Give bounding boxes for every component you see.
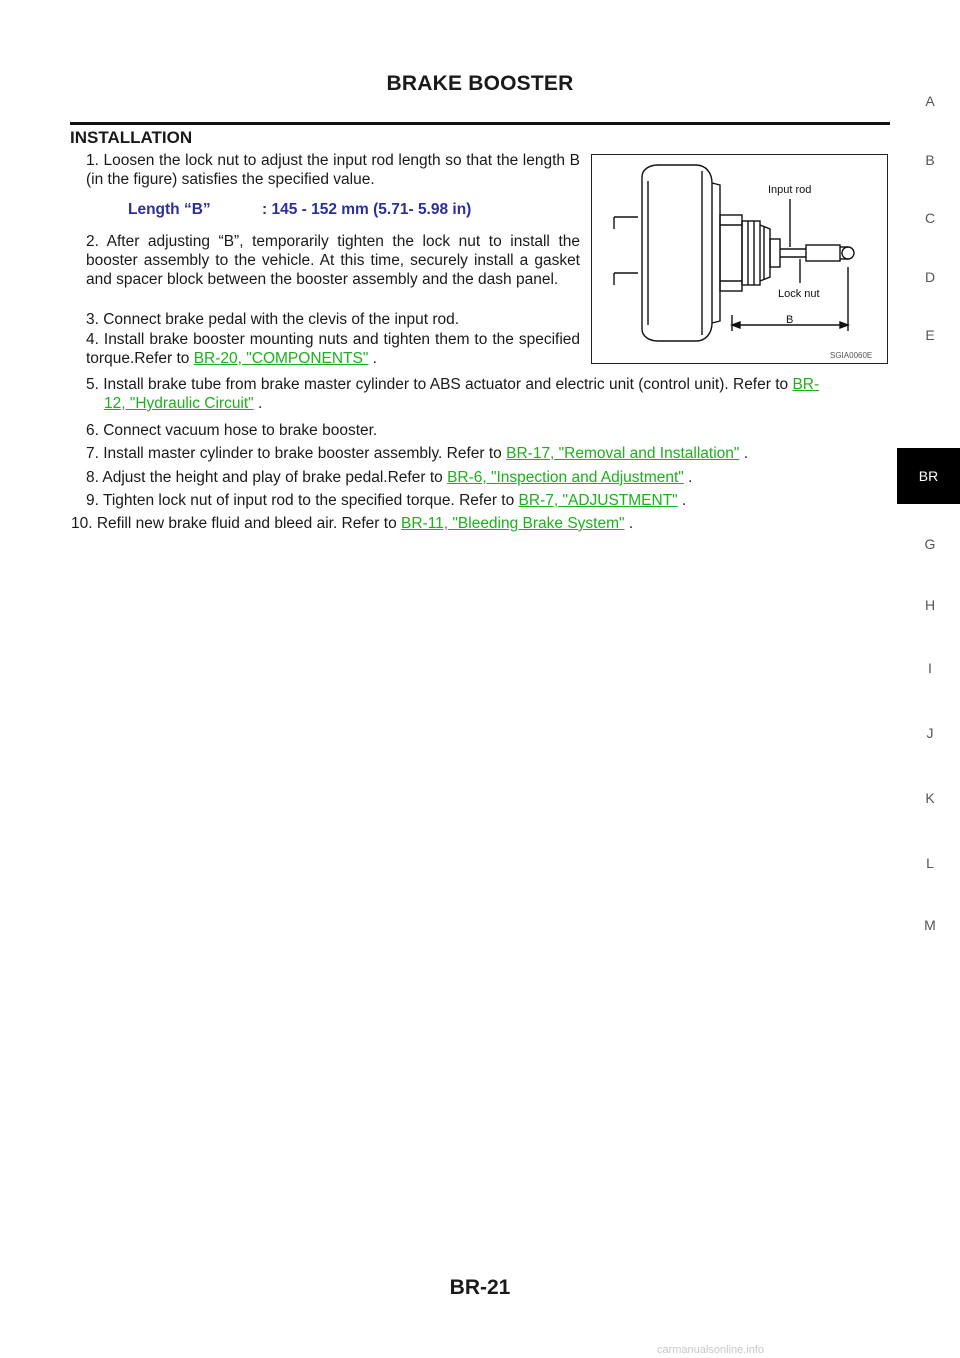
label-dimension-b: B [786, 314, 794, 326]
step-3: 3. Connect brake pedal with the clevis of the input rod. [86, 311, 460, 328]
spec-value: : 145 - 152 mm (5.71- 5.98 in) [262, 201, 472, 218]
link-br-12-hydraulic-circuit-part1[interactable]: BR- [792, 376, 820, 393]
label-input-rod: Input rod [768, 184, 812, 196]
figure-code: SGIA0060E [830, 351, 873, 360]
sidebar-letter-h[interactable]: H [924, 597, 936, 613]
step-5-text: 5. Install brake tube from brake master cylinder to ABS actuator and electric unit (control unit). Refer to [86, 376, 789, 393]
step-7-text: 7. Install master cylinder to brake booster assembly. Refer to [86, 445, 502, 462]
step-8 [86, 468, 892, 487]
step-10 [71, 514, 892, 533]
spec-line [128, 201, 472, 219]
step-10-period: . [628, 515, 634, 532]
brake-booster-illustration [592, 155, 887, 363]
title-rule [70, 122, 890, 125]
spec-label: Length “B” [128, 201, 211, 218]
link-br-11-bleeding-brake-system[interactable]: BR-11, "Bleeding Brake System" [401, 515, 625, 532]
step-9-text: 9. Tighten lock nut of input rod to the specified torque. Refer to [86, 492, 515, 509]
page-number: BR-21 [449, 1276, 511, 1299]
step-1: 1. Loosen the lock nut to adjust the input rod length so that the length B (in the figure) satisfies the specified value. [86, 152, 580, 188]
sidebar-letter-b[interactable]: B [925, 152, 935, 168]
step-9 [86, 491, 892, 510]
sidebar-letter-m[interactable]: M [924, 917, 936, 933]
sidebar-letter-c[interactable]: C [924, 210, 936, 226]
page-title: BRAKE BOOSTER [386, 72, 574, 95]
sidebar-letter-i[interactable]: I [928, 660, 932, 676]
step-4 [86, 330, 580, 368]
link-br-7-adjustment[interactable]: BR-7, "ADJUSTMENT" [518, 492, 678, 509]
sidebar-letter-e[interactable]: E [925, 327, 935, 343]
step-7 [86, 444, 892, 463]
step-9-period: . [681, 492, 687, 509]
step-5-period: . [258, 395, 263, 412]
link-br-12-hydraulic-circuit-part2[interactable]: 12, "Hydraulic Circuit" [104, 395, 254, 412]
step-8-period: . [688, 469, 693, 486]
sidebar-letter-j[interactable]: J [926, 725, 934, 741]
watermark: carmanualsonline.info [657, 1344, 765, 1356]
sidebar-letter-k[interactable]: K [925, 790, 935, 806]
sidebar-letter-g[interactable]: G [924, 536, 936, 552]
link-br-20-components[interactable]: BR-20, "COMPONENTS" [193, 350, 369, 367]
label-lock-nut: Lock nut [778, 288, 820, 300]
step-5 [86, 375, 892, 413]
link-br-17-removal-installation[interactable]: BR-17, "Removal and Installation" [506, 445, 740, 462]
step-10-text: 10. Refill new brake fluid and bleed air. Refer to [71, 515, 397, 532]
sidebar-letter-l[interactable]: L [926, 855, 934, 871]
step-4-text: 4. Install brake booster mounting nuts and tighten them to the specified torque.Refer to [86, 331, 580, 367]
sidebar-letter-a[interactable]: A [925, 93, 935, 109]
section-title: INSTALLATION [70, 128, 193, 147]
step-4-period: . [372, 350, 377, 367]
step-6: 6. Connect vacuum hose to brake booster. [86, 422, 378, 439]
step-2: 2. After adjusting “B”, temporarily tighten the lock nut to install the booster assembly to the vehicle. At this time, securely install a gasket and spacer block between the booster assembly and the dash panel. [86, 233, 580, 288]
brake-booster-figure [591, 154, 888, 364]
sidebar-letter-d[interactable]: D [924, 269, 936, 285]
step-8-text: 8. Adjust the height and play of brake pedal.Refer to [86, 469, 443, 486]
sidebar-tab-br[interactable]: BR [897, 448, 960, 504]
step-7-period: . [743, 445, 749, 462]
link-br-6-inspection-adjustment[interactable]: BR-6, "Inspection and Adjustment" [447, 469, 684, 486]
